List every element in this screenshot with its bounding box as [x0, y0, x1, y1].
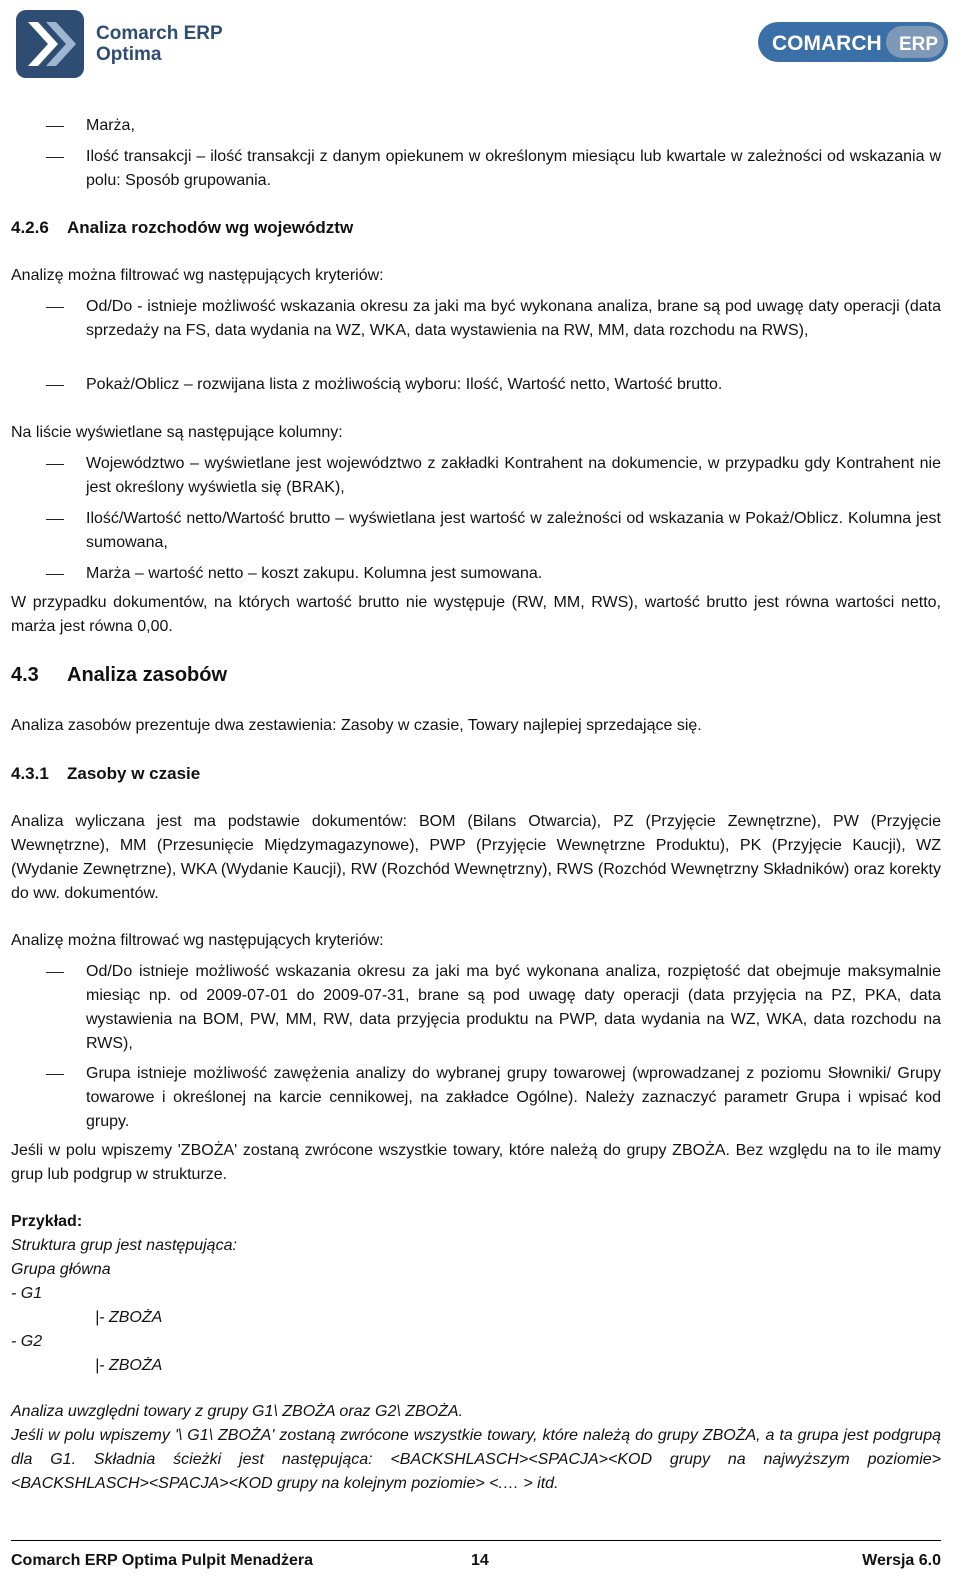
example-line: |- ZBOŻA — [95, 1309, 163, 1326]
section-number: 4.2.6 — [11, 218, 49, 237]
paragraph: Analiza zasobów prezentuje dwa zestawienia: Zasoby w czasie, Towary najlepiej sprzedające się. — [11, 717, 702, 734]
list-item: Województwo – wyświetlane jest województwo z zakładki Kontrahent na dokumencie, w przypadku gdy Kontrahent nie jest określony wyświetla się (BRAK), — [86, 452, 941, 500]
list-item: Pokaż/Oblicz – rozwijana lista z możliwością wyboru: Ilość, Wartość netto, Wartość brutto. — [86, 373, 941, 397]
list-item: Ilość/Wartość netto/Wartość brutto – wyświetlana jest wartość w zależności od wskazania w Pokaż/Oblicz. Kolumna jest sumowana, — [86, 507, 941, 555]
list-item: Grupa istnieje możliwość zawężenia analizy do wybranej grupy towarowej (wprowadzanej z poziomu Słowniki/ Grupy towarowe i określonej na karcie cennikowej, na zakładce Ogólne). Należy zaznaczyć parametr Grupa i wpisać kod grupy. — [86, 1062, 941, 1134]
section-number: 4.3 — [11, 664, 39, 686]
list-item: Od/Do istnieje możliwość wskazania okresu za jaki ma być wykonana analiza, rozpiętość dat obejmuje maksymalnie miesiąc np. od 2009-07-01 do 2009-07-31, brane są pod uwagę daty operacji (data przyjęcia na PZ, PKA, data wystawienia na BOM, PW, MM, RW, data przyjęcia produktu na PWP, data wydania na WZ, WKA, data rozchodu na RWS), — [86, 960, 941, 1056]
example-line: Struktura grup jest następująca: — [11, 1237, 237, 1254]
optima-logo-icon — [14, 8, 86, 80]
list-item: Marża – wartość netto – koszt zakupu. Kolumna jest sumowana. — [86, 562, 941, 586]
logo-title-line1: Comarch ERP — [96, 23, 223, 44]
logo-comarch-text: COMARCH — [772, 32, 882, 55]
paragraph: Jeśli w polu wpiszemy 'ZBOŻA' zostaną zwrócone wszystkie towary, które należą do grupy ZBOŻA. Bez względu na to ile mamy grup lub podgrup w strukturze. — [11, 1142, 941, 1183]
paragraph: Na liście wyświetlane są następujące kolumny: — [11, 424, 343, 441]
list-item: Od/Do - istnieje możliwość wskazania okresu za jaki ma być wykonana analiza, brane są pod uwagę daty operacji (data sprzedaży na FS, data wydania na WZ, WKA, data wystawienia na RW, MM, data rozchodu na RWS), — [86, 295, 941, 343]
example-line: Grupa główna — [11, 1261, 111, 1278]
example-line: - G2 — [11, 1333, 43, 1350]
section-number: 4.3.1 — [11, 764, 49, 783]
list-item: Marża, — [86, 114, 941, 138]
section-heading-4-3 — [11, 663, 941, 687]
page-footer — [11, 1540, 941, 1571]
section-heading-4-2-6 — [11, 216, 941, 240]
logo-title — [96, 23, 223, 65]
list-item: Ilość transakcji – ilość transakcji z danym opiekunem w określonym miesiącu lub kwartale w zależności od wskazania w polu: Sposób grupowania. — [86, 145, 941, 193]
comarch-erp-logo — [758, 22, 948, 62]
section-heading-4-3-1 — [11, 762, 941, 786]
logo-title-line2: Optima — [96, 44, 162, 65]
logo-erp-text: ERP — [899, 34, 939, 55]
paragraph: Analiza wyliczana jest ma podstawie dokumentów: BOM (Bilans Otwarcia), PZ (Przyjęcie Zewnętrzne), PW (Przyjęcie Wewnętrzne), MM (Przesunięcie Międzymagazynowe), PWP (Przyjęcie Wewnętrzne Produktu), PK (Przyjęcie Kaucji), WZ (Wydanie Zewnętrzne), WKA (Wydanie Kaucji), RW (Rozchód Wewnętrzny), RWS (Rozchód Wewnętrzny Składników) oraz korekty do ww. dokumentów. — [11, 813, 941, 902]
paragraph: Analizę można filtrować wg następujących kryteriów: — [11, 932, 384, 949]
example-explanation: Jeśli w polu wpiszemy '\ G1\ ZBOŻA' zostaną zwrócone wszystkie towary, które należą do grupy ZBOŻA, a ta grupa jest podgrupą dla G1. Składnia ścieżki jest następująca: <BACKSHLASCH><SPACJA><KOD grupy na najwyższym poziomie><BACKSHLASCH><SPACJA><KOD grupy na kolejnym poziomie> <.… > itd. — [11, 1427, 941, 1492]
section-title: Zasoby w czasie — [67, 764, 201, 783]
example-conclusion: Analiza uwzględni towary z grupy G1\ ZBOŻA oraz G2\ ZBOŻA. — [11, 1403, 464, 1420]
example-line: |- ZBOŻA — [95, 1357, 163, 1374]
paragraph: Analizę można filtrować wg następujących kryteriów: — [11, 267, 384, 284]
paragraph: W przypadku dokumentów, na których wartość brutto nie występuje (RW, MM, RWS), wartość brutto jest równa wartości netto, marża jest równa 0,00. — [11, 594, 941, 635]
footer-version: Wersja 6.0 — [862, 1552, 941, 1569]
section-title: Analiza zasobów — [67, 664, 228, 686]
page-header — [0, 0, 960, 84]
section-title: Analiza rozchodów wg województw — [67, 218, 354, 237]
footer-title: Comarch ERP Optima Pulpit Menadżera — [11, 1552, 313, 1569]
page-number: 14 — [471, 1552, 489, 1569]
example-line: - G1 — [11, 1285, 43, 1302]
example-label: Przykład: — [11, 1213, 83, 1230]
comarch-erp-optima-logo — [14, 8, 223, 80]
